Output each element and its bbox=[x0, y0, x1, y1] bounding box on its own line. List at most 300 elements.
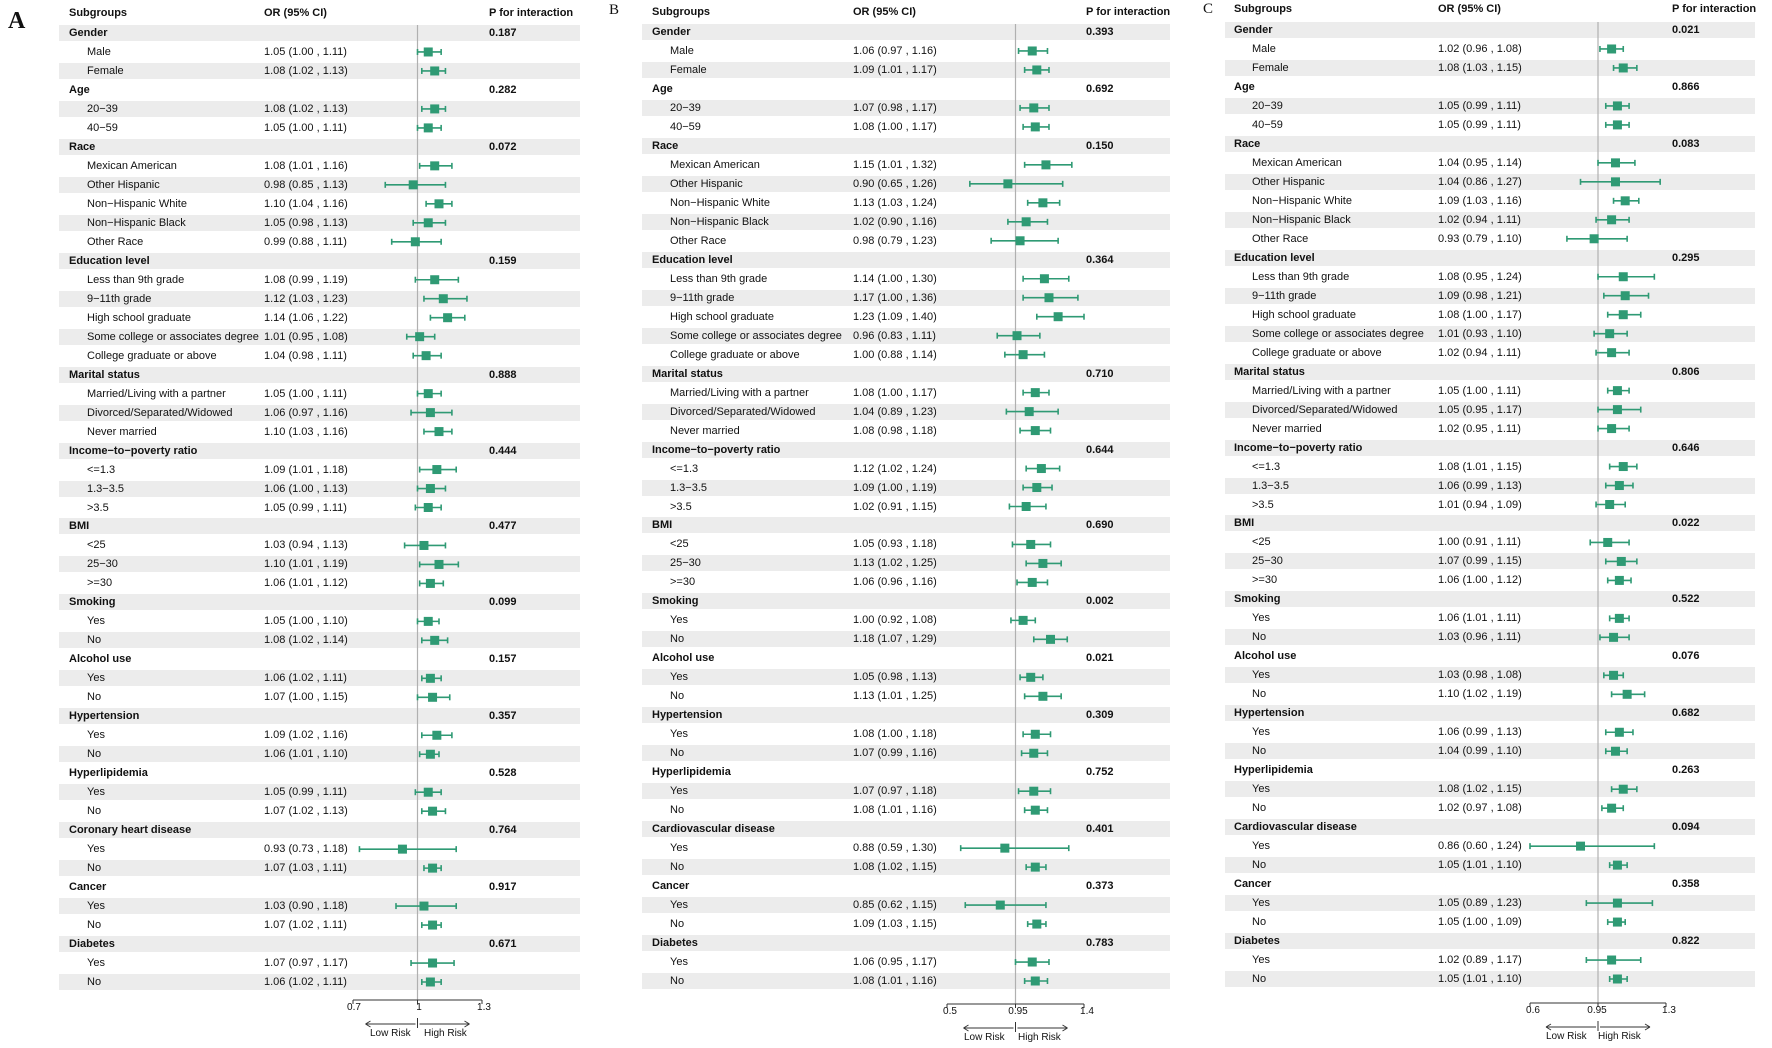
or-point bbox=[1609, 671, 1618, 680]
ci-marker bbox=[1006, 407, 1058, 416]
or-point bbox=[1621, 291, 1630, 300]
p-interaction-value: 0.806 bbox=[1672, 366, 1700, 378]
or-ci-value: 1.05 (1.00 , 1.11) bbox=[1438, 385, 1521, 397]
ci-marker bbox=[1025, 160, 1072, 169]
or-point bbox=[426, 750, 435, 759]
p-interaction-value: 0.357 bbox=[489, 710, 517, 722]
group-label: Hypertension bbox=[69, 710, 140, 722]
subgroup-label: Yes bbox=[87, 729, 105, 741]
x-tick-label: 0.95 bbox=[1008, 1006, 1028, 1017]
subgroup-label: No bbox=[670, 918, 685, 930]
ci-marker bbox=[1581, 177, 1661, 186]
or-point bbox=[1613, 101, 1622, 110]
or-ci-value: 1.05 (1.01 , 1.10) bbox=[1438, 973, 1522, 985]
ci-marker bbox=[422, 731, 452, 740]
p-interaction-value: 0.159 bbox=[489, 255, 517, 267]
subgroup-label: Mexican American bbox=[670, 159, 760, 171]
or-point bbox=[424, 218, 433, 227]
ci-marker bbox=[1610, 462, 1637, 471]
or-point bbox=[430, 66, 439, 75]
or-ci-value: 1.06 (1.00 , 1.12) bbox=[1438, 574, 1522, 586]
ci-marker bbox=[385, 180, 445, 189]
or-ci-value: 1.08 (1.02 , 1.13) bbox=[264, 65, 348, 77]
or-point bbox=[1054, 312, 1063, 321]
group-label: BMI bbox=[69, 520, 90, 532]
or-ci-value: 1.08 (1.00 , 1.17) bbox=[1438, 309, 1522, 321]
or-ci-value: 1.09 (1.00 , 1.19) bbox=[853, 482, 937, 494]
subgroup-label: Mexican American bbox=[87, 160, 177, 172]
or-ci-value: 1.02 (0.94 , 1.11) bbox=[1438, 214, 1521, 226]
p-interaction-value: 0.710 bbox=[1086, 368, 1114, 380]
or-point bbox=[419, 902, 428, 911]
or-ci-value: 1.10 (1.01 , 1.19) bbox=[264, 558, 348, 570]
or-point bbox=[428, 864, 437, 873]
or-point bbox=[1615, 728, 1624, 737]
ci-marker bbox=[422, 66, 446, 75]
or-ci-value: 0.85 (0.62 , 1.15) bbox=[853, 899, 937, 911]
or-point bbox=[1046, 635, 1055, 644]
or-point bbox=[1031, 863, 1040, 872]
subgroup-label: 9−11th grade bbox=[670, 292, 735, 304]
ci-marker bbox=[1026, 464, 1059, 473]
subgroup-label: 20−39 bbox=[670, 102, 701, 114]
or-point bbox=[426, 579, 435, 588]
subgroup-label: No bbox=[1252, 802, 1267, 814]
ci-marker bbox=[422, 807, 446, 816]
high-risk-label: High Risk bbox=[1598, 1031, 1641, 1042]
or-point bbox=[426, 978, 435, 987]
or-ci-value: 1.07 (0.99 , 1.16) bbox=[853, 747, 937, 759]
subgroup-label: Yes bbox=[670, 671, 688, 683]
ci-marker bbox=[1598, 424, 1629, 433]
x-tick-label: 1.4 bbox=[1080, 1006, 1094, 1017]
x-tick-label: 1 bbox=[416, 1002, 422, 1013]
forest-panel-a bbox=[0, 0, 585, 1048]
subgroup-label: Yes bbox=[87, 615, 105, 627]
ci-marker bbox=[422, 104, 446, 113]
subgroup-label: Non−Hispanic White bbox=[670, 197, 770, 209]
or-point bbox=[1029, 103, 1038, 112]
group-label: Alcohol use bbox=[69, 653, 132, 665]
p-interaction-value: 0.157 bbox=[489, 653, 517, 665]
ci-marker bbox=[1023, 730, 1050, 739]
subgroup-label: Some college or associates degree bbox=[1252, 328, 1424, 340]
subgroup-label: No bbox=[1252, 631, 1267, 643]
group-label: Marital status bbox=[652, 368, 723, 380]
or-ci-value: 1.10 (1.04 , 1.16) bbox=[264, 198, 348, 210]
or-point bbox=[1013, 331, 1022, 340]
p-interaction-value: 0.364 bbox=[1086, 254, 1114, 266]
group-label: Marital status bbox=[69, 369, 140, 381]
ci-marker bbox=[1606, 747, 1627, 756]
or-ci-value: 1.05 (0.93 , 1.18) bbox=[853, 538, 937, 550]
p-interaction-value: 0.528 bbox=[489, 767, 517, 779]
subgroup-label: Yes bbox=[87, 786, 105, 798]
or-ci-value: 1.04 (0.98 , 1.11) bbox=[264, 350, 347, 362]
subgroup-label: No bbox=[87, 748, 102, 760]
ci-marker bbox=[1025, 806, 1048, 815]
subgroup-label: No bbox=[1252, 973, 1267, 985]
subgroup-label: Yes bbox=[1252, 726, 1270, 738]
ci-marker bbox=[1034, 635, 1067, 644]
group-label: Marital status bbox=[1234, 366, 1305, 378]
or-point bbox=[419, 541, 428, 550]
group-label: Diabetes bbox=[652, 937, 698, 949]
ci-marker bbox=[1025, 977, 1048, 986]
group-label: Education level bbox=[652, 254, 733, 266]
ci-marker bbox=[1614, 63, 1637, 72]
or-point bbox=[1611, 158, 1620, 167]
ci-marker bbox=[1011, 616, 1035, 625]
subgroup-label: College graduate or above bbox=[87, 350, 217, 362]
or-ci-value: 1.01 (0.94 , 1.09) bbox=[1438, 499, 1522, 511]
p-interaction-value: 0.021 bbox=[1672, 24, 1700, 36]
or-point bbox=[432, 465, 441, 474]
or-point bbox=[422, 351, 431, 360]
or-ci-value: 1.10 (1.03 , 1.16) bbox=[264, 426, 348, 438]
or-point bbox=[1026, 673, 1035, 682]
or-point bbox=[1000, 844, 1009, 853]
forest-plot bbox=[590, 0, 1182, 1048]
ci-marker bbox=[1606, 728, 1633, 737]
p-interaction-value: 0.690 bbox=[1086, 519, 1114, 531]
x-tick-label: 1.3 bbox=[1662, 1005, 1676, 1016]
ci-marker bbox=[1586, 956, 1640, 965]
subgroup-label: 9−11th grade bbox=[87, 293, 152, 305]
or-point bbox=[439, 294, 448, 303]
ci-marker bbox=[1602, 804, 1623, 813]
ci-marker bbox=[1023, 293, 1078, 302]
p-interaction-value: 0.888 bbox=[489, 369, 517, 381]
subgroup-label: Never married bbox=[1252, 423, 1322, 435]
p-interaction-header: P for interaction bbox=[1672, 3, 1757, 15]
or-ci-value: 1.08 (1.00 , 1.17) bbox=[853, 121, 937, 133]
ci-marker bbox=[422, 636, 448, 645]
subgroup-label: 40−59 bbox=[1252, 119, 1283, 131]
group-label: Alcohol use bbox=[652, 652, 715, 664]
or-ci-value: 1.09 (1.03 , 1.16) bbox=[1438, 195, 1522, 207]
or-ci-value: 1.07 (1.00 , 1.15) bbox=[264, 691, 348, 703]
subgroup-label: Married/Living with a partner bbox=[670, 387, 809, 399]
or-point bbox=[996, 901, 1005, 910]
or-point bbox=[1607, 44, 1616, 53]
or-ci-value: 1.06 (1.01 , 1.11) bbox=[1438, 612, 1521, 624]
subgroup-label: Non−Hispanic White bbox=[1252, 195, 1352, 207]
subgroup-label: 1.3−3.5 bbox=[87, 483, 125, 495]
subgroup-label: Female bbox=[1252, 62, 1289, 74]
or-ci-value: 0.93 (0.79 , 1.10) bbox=[1438, 233, 1522, 245]
ci-marker bbox=[1023, 122, 1049, 131]
or-point bbox=[1041, 160, 1050, 169]
or-point bbox=[1040, 274, 1049, 283]
subgroup-label: Yes bbox=[670, 728, 688, 740]
or-ci-value: 1.08 (0.95 , 1.24) bbox=[1438, 271, 1522, 283]
or-point bbox=[409, 180, 418, 189]
or-point bbox=[430, 104, 439, 113]
p-interaction-value: 0.444 bbox=[489, 445, 517, 457]
low-risk-label: Low Risk bbox=[370, 1028, 411, 1039]
or-ci-value: 1.07 (0.98 , 1.17) bbox=[853, 102, 937, 114]
group-label: Age bbox=[652, 83, 673, 95]
ci-marker bbox=[1610, 861, 1627, 870]
ci-marker bbox=[424, 427, 452, 436]
or-point bbox=[430, 161, 439, 170]
or-point bbox=[1032, 65, 1041, 74]
ci-marker bbox=[961, 844, 1069, 853]
subgroup-label: Yes bbox=[670, 785, 688, 797]
x-tick-label: 0.6 bbox=[1526, 1005, 1540, 1016]
subgroup-label: No bbox=[1252, 859, 1267, 871]
ci-marker bbox=[1610, 614, 1629, 623]
ci-marker bbox=[1016, 958, 1049, 967]
or-point bbox=[1028, 578, 1037, 587]
low-risk-label: Low Risk bbox=[1546, 1031, 1587, 1042]
p-interaction-value: 0.866 bbox=[1672, 81, 1700, 93]
ci-marker bbox=[1612, 690, 1645, 699]
or-ci-value: 1.02 (0.97 , 1.08) bbox=[1438, 802, 1522, 814]
subgroup-label: No bbox=[670, 633, 685, 645]
or-point bbox=[1026, 540, 1035, 549]
subgroup-label: 40−59 bbox=[87, 122, 118, 134]
ci-marker bbox=[1608, 386, 1629, 395]
subgroup-label: Non−Hispanic Black bbox=[670, 216, 769, 228]
p-interaction-value: 0.022 bbox=[1672, 517, 1700, 529]
or-point bbox=[1603, 538, 1612, 547]
or-ci-value: 1.05 (1.00 , 1.11) bbox=[264, 46, 347, 58]
group-label: Education level bbox=[69, 255, 150, 267]
subgroup-label: Mexican American bbox=[1252, 157, 1342, 169]
or-ci-value: 0.86 (0.60 , 1.24) bbox=[1438, 840, 1522, 852]
x-tick-label: 1.3 bbox=[477, 1002, 491, 1013]
or-point bbox=[1613, 861, 1622, 870]
or-ci-value: 1.02 (0.91 , 1.15) bbox=[853, 501, 937, 513]
or-point bbox=[424, 389, 433, 398]
or-ci-value: 1.02 (0.94 , 1.11) bbox=[1438, 347, 1521, 359]
ci-marker bbox=[420, 465, 457, 474]
group-label: Smoking bbox=[1234, 593, 1281, 605]
or-ci-value: 0.98 (0.85 , 1.13) bbox=[264, 179, 348, 191]
subgroup-label: Divorced/Separated/Widowed bbox=[670, 406, 816, 418]
subgroup-label: No bbox=[87, 919, 102, 931]
group-label: Income−to−poverty ratio bbox=[69, 445, 198, 457]
or-ci-value: 0.88 (0.59 , 1.30) bbox=[853, 842, 937, 854]
ci-marker bbox=[1530, 842, 1654, 851]
or-point bbox=[1019, 616, 1028, 625]
ci-marker bbox=[1604, 671, 1623, 680]
or-ci-value: 1.09 (0.98 , 1.21) bbox=[1438, 290, 1522, 302]
or-ci-value: 1.02 (0.96 , 1.08) bbox=[1438, 43, 1522, 55]
ci-marker bbox=[1012, 540, 1050, 549]
or-point bbox=[1029, 749, 1038, 758]
or-ci-value: 1.00 (0.88 , 1.14) bbox=[853, 349, 937, 361]
subgroup-label: Married/Living with a partner bbox=[1252, 385, 1391, 397]
or-point bbox=[1031, 426, 1040, 435]
subgroup-label: Yes bbox=[670, 956, 688, 968]
or-point bbox=[1613, 405, 1622, 414]
or-ci-value: 1.02 (0.95 , 1.11) bbox=[1438, 423, 1521, 435]
or-point bbox=[411, 237, 420, 246]
p-interaction-value: 0.764 bbox=[489, 824, 517, 836]
subgroup-label: Less than 9th grade bbox=[1252, 271, 1350, 283]
subgroup-label: Other Race bbox=[1252, 233, 1309, 245]
ci-marker bbox=[407, 332, 435, 341]
p-interaction-value: 0.692 bbox=[1086, 83, 1114, 95]
or-ci-value: 1.06 (0.99 , 1.13) bbox=[1438, 726, 1522, 738]
subgroup-label: No bbox=[670, 975, 685, 987]
ci-marker bbox=[396, 902, 456, 911]
p-interaction-header: P for interaction bbox=[1086, 6, 1171, 18]
ci-marker bbox=[1612, 785, 1637, 794]
ci-marker bbox=[424, 864, 441, 873]
forest-panel-c bbox=[1180, 0, 1772, 1048]
group-label: Coronary heart disease bbox=[69, 824, 192, 836]
or-ci-value: 1.13 (1.03 , 1.24) bbox=[853, 197, 937, 209]
or-ci-value: 1.05 (0.89 , 1.23) bbox=[1438, 897, 1522, 909]
ci-marker bbox=[1606, 557, 1637, 566]
ci-marker bbox=[1037, 312, 1084, 321]
panel-letter: C bbox=[1203, 1, 1214, 17]
group-label: Smoking bbox=[69, 596, 116, 608]
ci-marker bbox=[1586, 899, 1652, 908]
ci-marker bbox=[418, 389, 442, 398]
or-ci-value: 1.08 (1.01 , 1.15) bbox=[1438, 461, 1522, 473]
or-ci-value: 1.07 (0.97 , 1.18) bbox=[853, 785, 937, 797]
subgroup-label: Yes bbox=[1252, 612, 1270, 624]
or-point bbox=[1031, 730, 1040, 739]
or-ci-value: 1.04 (0.95 , 1.14) bbox=[1438, 157, 1522, 169]
ci-marker bbox=[1019, 787, 1051, 796]
group-label: Diabetes bbox=[1234, 935, 1280, 947]
or-ci-value: 1.05 (1.01 , 1.10) bbox=[1438, 859, 1522, 871]
ci-marker bbox=[415, 503, 441, 512]
ci-marker bbox=[392, 237, 441, 246]
or-ci-value: 1.05 (1.00 , 1.11) bbox=[264, 122, 347, 134]
or-ci-value: 0.98 (0.79 , 1.23) bbox=[853, 235, 937, 247]
group-label: Gender bbox=[1234, 24, 1273, 36]
p-interaction-value: 0.671 bbox=[489, 938, 517, 950]
ci-marker bbox=[1596, 500, 1625, 509]
or-point bbox=[424, 788, 433, 797]
or-point bbox=[443, 313, 452, 322]
or-ci-value: 1.13 (1.02 , 1.25) bbox=[853, 557, 937, 569]
or-ci-value: 1.06 (0.95 , 1.17) bbox=[853, 956, 937, 968]
group-label: Cancer bbox=[652, 880, 690, 892]
or-point bbox=[1038, 559, 1047, 568]
p-interaction-value: 0.309 bbox=[1086, 709, 1114, 721]
or-point bbox=[415, 332, 424, 341]
or-ci-value: 1.08 (1.00 , 1.17) bbox=[853, 387, 937, 399]
p-interaction-value: 0.522 bbox=[1672, 593, 1700, 605]
high-risk-label: High Risk bbox=[1018, 1032, 1061, 1043]
or-ci-value: 1.05 (0.99 , 1.11) bbox=[1438, 119, 1521, 131]
group-label: Cardiovascular disease bbox=[1234, 821, 1357, 833]
or-ci-value: 1.03 (0.96 , 1.11) bbox=[1438, 631, 1521, 643]
or-point bbox=[1605, 329, 1614, 338]
or-ci-value: 1.18 (1.07 , 1.29) bbox=[853, 633, 937, 645]
or-point bbox=[1044, 293, 1053, 302]
subgroup-label: Some college or associates degree bbox=[87, 331, 259, 343]
or-ci-value: 1.06 (0.97 , 1.16) bbox=[853, 45, 937, 57]
or-point bbox=[1615, 576, 1624, 585]
or-point bbox=[1615, 481, 1624, 490]
or-ci-value: 1.06 (1.00 , 1.13) bbox=[264, 483, 348, 495]
p-interaction-value: 0.401 bbox=[1086, 823, 1114, 835]
p-interaction-value: 0.682 bbox=[1672, 707, 1700, 719]
p-interaction-header: P for interaction bbox=[489, 7, 574, 19]
x-tick-label: 0.5 bbox=[943, 1006, 957, 1017]
or-point bbox=[1003, 179, 1012, 188]
subgroup-label: <=1.3 bbox=[1252, 461, 1281, 473]
ci-marker bbox=[1025, 65, 1049, 74]
ci-marker bbox=[1025, 692, 1062, 701]
p-interaction-value: 0.072 bbox=[489, 141, 517, 153]
ci-marker bbox=[430, 313, 464, 322]
subgroup-label: Male bbox=[670, 45, 694, 57]
p-interaction-value: 0.187 bbox=[489, 27, 517, 39]
p-interaction-value: 0.150 bbox=[1086, 140, 1114, 152]
or-point bbox=[1623, 690, 1632, 699]
subgroup-label: Female bbox=[87, 65, 124, 77]
or-point bbox=[424, 123, 433, 132]
ci-marker bbox=[1020, 103, 1049, 112]
or-ci-value: 1.02 (0.89 , 1.17) bbox=[1438, 954, 1522, 966]
or-point bbox=[1619, 310, 1628, 319]
or-ci-value: 1.07 (0.99 , 1.15) bbox=[1438, 555, 1522, 567]
subgroup-label: Non−Hispanic Black bbox=[87, 217, 186, 229]
subgroup-label: >=30 bbox=[670, 576, 696, 588]
or-ci-header: OR (95% CI) bbox=[264, 7, 327, 19]
or-point bbox=[1613, 120, 1622, 129]
or-point bbox=[1576, 842, 1585, 851]
subgroups-header: Subgroups bbox=[652, 6, 711, 18]
ci-marker bbox=[1600, 44, 1623, 53]
or-point bbox=[1619, 785, 1628, 794]
subgroup-label: 9−11th grade bbox=[1252, 290, 1317, 302]
subgroup-label: High school graduate bbox=[670, 311, 774, 323]
ci-marker bbox=[1023, 274, 1069, 283]
or-ci-value: 1.02 (0.90 , 1.16) bbox=[853, 216, 937, 228]
or-ci-value: 1.13 (1.01 , 1.25) bbox=[853, 690, 937, 702]
or-point bbox=[428, 693, 437, 702]
ci-marker bbox=[1598, 158, 1635, 167]
ci-marker bbox=[422, 921, 441, 930]
ci-marker bbox=[997, 331, 1040, 340]
or-ci-value: 1.07 (1.03 , 1.11) bbox=[264, 862, 347, 874]
subgroups-header: Subgroups bbox=[69, 7, 128, 19]
subgroup-label: No bbox=[87, 805, 102, 817]
or-point bbox=[1028, 46, 1037, 55]
ci-marker bbox=[420, 579, 444, 588]
subgroup-label: No bbox=[87, 691, 102, 703]
or-ci-value: 1.00 (0.91 , 1.11) bbox=[1438, 536, 1521, 548]
or-point bbox=[1022, 502, 1031, 511]
ci-marker bbox=[418, 484, 446, 493]
group-label: Cancer bbox=[69, 881, 107, 893]
ci-marker bbox=[422, 978, 441, 987]
or-point bbox=[1613, 975, 1622, 984]
subgroup-label: Yes bbox=[87, 843, 105, 855]
subgroup-label: 20−39 bbox=[87, 103, 118, 115]
or-point bbox=[435, 560, 444, 569]
subgroup-label: 1.3−3.5 bbox=[670, 482, 708, 494]
ci-marker bbox=[1028, 198, 1060, 207]
ci-marker bbox=[1608, 310, 1641, 319]
group-label: Hyperlipidemia bbox=[1234, 764, 1313, 776]
p-interaction-value: 0.099 bbox=[489, 596, 517, 608]
or-ci-value: 1.08 (1.00 , 1.18) bbox=[853, 728, 937, 740]
subgroup-label: High school graduate bbox=[1252, 309, 1356, 321]
or-point bbox=[1615, 614, 1624, 623]
